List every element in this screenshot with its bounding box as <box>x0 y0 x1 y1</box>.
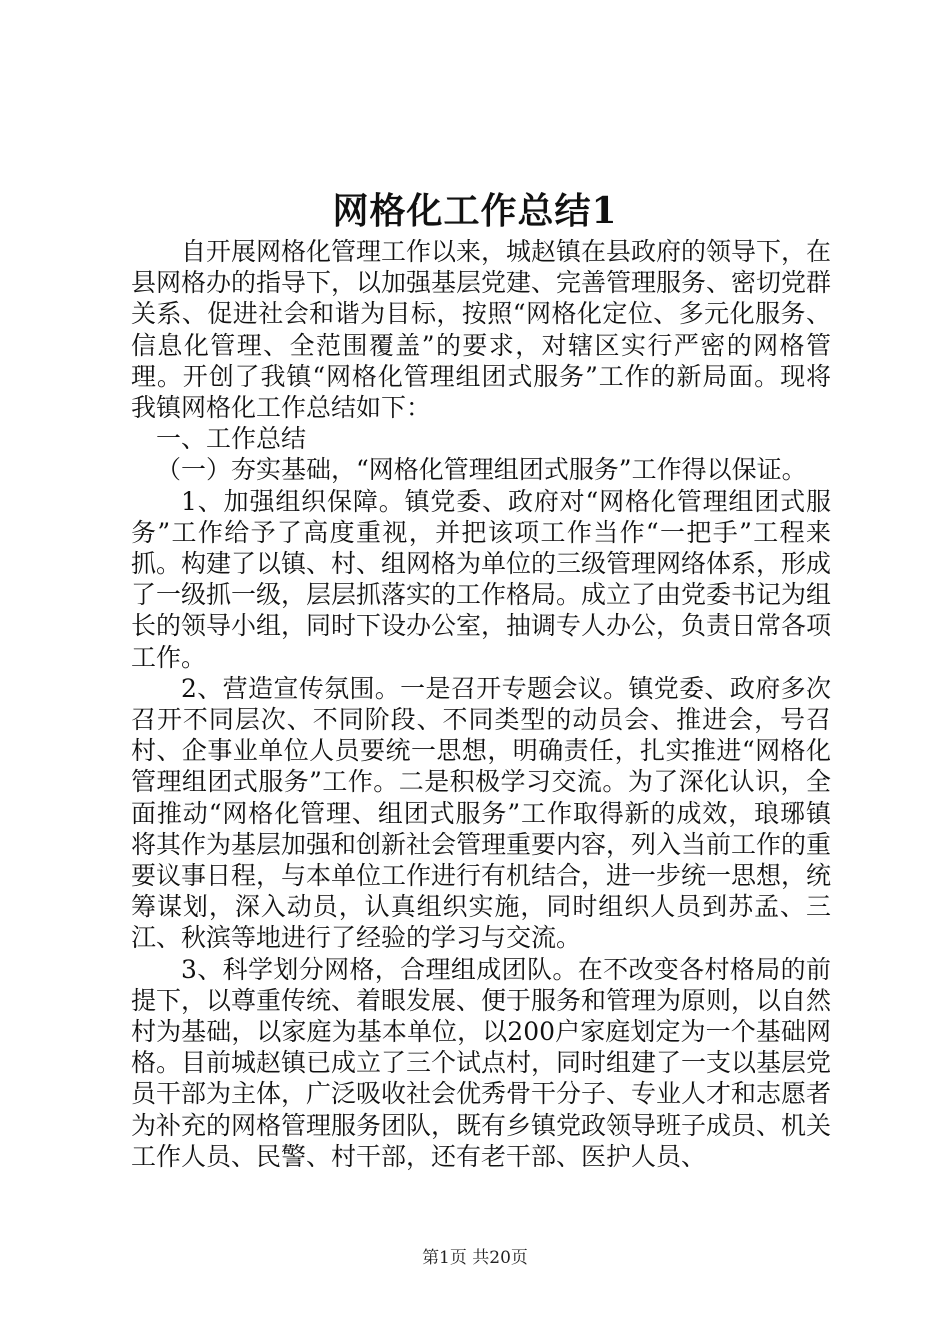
page-footer <box>0 1243 950 1268</box>
intro-paragraph: 自开展网格化管理工作以来，城赵镇在县政府的领导下，在县网格办的指导下，以加强基层党建、完善管理服务、密切党群关系、促进社会和谐为目标，按照“网格化定位、多元化服务、信息化管理、全范围覆盖”的要求，对辖区实行严密的网格管理。开创了我镇“网格化管理组团式服务”工作的新局面。现将我镇网格化工作总结如下： <box>131 237 832 423</box>
page-number: 第1页 <box>422 1248 467 1268</box>
paragraph-organization: 1、加强组织保障。镇党委、政府对“网格化管理组团式服务”工作给予了高度重视，并把该项工作当作“一把手”工程来抓。构建了以镇、村、组网格为单位的三级管理网络体系，形成了一级抓一级，层层抓落实的工作格局。成立了由党委书记为组长的领导小组，同时下设办公室，抽调专人办公，负责日常各项工作。 <box>131 486 832 672</box>
document-title: 网格化工作总结1 <box>332 190 618 232</box>
paragraph-publicity: 2、营造宣传氛围。一是召开专题会议。镇党委、政府多次召开不同层次、不同阶段、不同类型的动员会、推进会，号召村、企事业单位人员要统一思想，明确责任，扎实推进“网格化管理组团式服务”工作。二是积极学习交流。为了深化认识，全面推动“网格化管理、组团式服务”工作取得新的成效，琅琊镇将其作为基层加强和创新社会管理重要内容，列入当前工作的重要议事日程，与本单位工作进行有机结合，进一步统一思想，统筹谋划，深入动员，认真组织实施，同时组织人员到苏孟、三江、秋滨等地进行了经验的学习与交流。 <box>131 673 832 953</box>
document-body <box>131 236 831 1172</box>
subsection-heading: （一）夯实基础，“网格化管理组团式服务”工作得以保证。 <box>156 455 807 485</box>
section-heading: 一、工作总结 <box>156 424 307 454</box>
paragraph-grid-division: 3、科学划分网格，合理组成团队。在不改变各村格局的前提下，以尊重传统、着眼发展、便于服务和管理为原则，以自然村为基础，以家庭为基本单位，以200户家庭划定为一个基础网格。目前城赵镇已成立了三个试点村，同时组建了一支以基层党员干部为主体，广泛吸收社会优秀骨干分子、专业人才和志愿者为补充的网格管理服务团队，既有乡镇党政领导班子成员、机关工作人员、民警、村干部，还有老干部、医护人员、 <box>131 954 832 1171</box>
page-total: 共20页 <box>472 1248 528 1268</box>
